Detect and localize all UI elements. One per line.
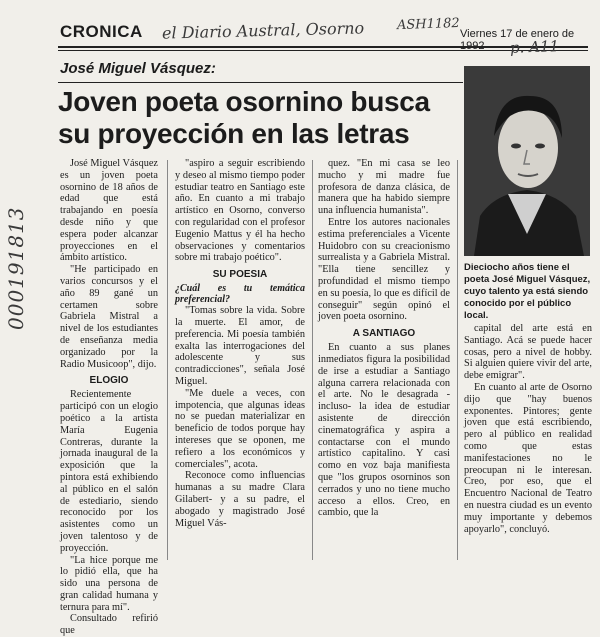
- paragraph: Entre los autores nacionales estima preferenciales a Vicente Huidobro con su creacionismo surrealista y a Gabriela Mistral. "Ella tiene sencillez y profundidad el mismo tiempo en su poesía, lo que es difícil de conseguir" según opinó el joven poeta osornino.: [318, 216, 450, 323]
- article-column-2: [175, 158, 305, 529]
- paragraph: Recientemente participó con un elogio poético a la artista María Eugenia Contreras, durante la jornada inaugural de la exposición que la pintora está exhibiendo al público en el salón de estediario, siendo reconocido por los asistentes como un joven talentoso y de proyección.: [60, 389, 158, 554]
- paragraph: Consultado refirió que: [60, 613, 158, 637]
- subheading-su-poesia: SU POESIA: [212, 269, 268, 281]
- paragraph: "Tomas sobre la vida. Sobre la muerte. El amor, de preferencia. Mi poesía también exalta las interrogaciones del adolescente y sus contradicciones", señala José Miguel.: [175, 305, 305, 387]
- paragraph: quez. "En mi casa se leo mucho y mi madre fue profesora de danza clásica, de manera que ha habido siempre una influencia humanista".: [318, 158, 450, 217]
- paragraph: José Miguel Vásquez es un joven poeta osornino de 18 años de edad que está trabajando en poesía desde niño y que espera poder alcanzar proyecciones en el ámbito artístico.: [60, 158, 158, 264]
- section-title: CRONICA: [60, 22, 143, 41]
- subheading-a-santiago: A SANTIAGO: [352, 328, 416, 340]
- subheading-elogio: ELOGIO: [89, 375, 129, 387]
- byline-rule: [58, 82, 463, 83]
- issue-date: Viernes 17 de enero de: [460, 28, 575, 40]
- column-divider: [457, 160, 458, 560]
- article-column-3: [318, 158, 450, 519]
- paragraph: "aspiro a seguir escribiendo y deseo al mismo tiempo poder estudiar teatro en Santiago este año. En cuanto a mi trabajo artístico en Osorno, converso con regularidad con el profesor Eugenio Mattus y él ha hecho observaciones y comentarios sobre mi trabajo poético".: [175, 158, 305, 264]
- paragraph: Reconoce como influencias humanas a su madre Clara Gilabert- y a su padre, el abogado y magistrado José Miguel Vás-: [175, 470, 305, 529]
- handwritten-page-number: p. A11: [509, 37, 560, 57]
- column-divider: [312, 160, 313, 560]
- paragraph: "La hice porque me lo pidió ella, que ha sido una persona de gran calidad humana y ternura para mí".: [60, 554, 158, 613]
- handwritten-archive-code: ASH1182: [396, 15, 460, 34]
- article-column-1: [60, 158, 158, 637]
- header-rule: [58, 46, 588, 48]
- article-headline: Joven poeta osornino busca su proyección en las letras: [58, 86, 430, 149]
- handwritten-source-note: el Diario Austral, Osorno: [161, 18, 365, 43]
- header-rule-thin: [58, 50, 588, 51]
- paragraph: En cuanto a sus planes inmediatos figura la posibilidad de irse a estudiar a Santiago alguna carrera relacionada con el arte. No le desagrada -incluso- la idea de estudiar asistente de dirección cinematográfica y aspira a contactarse con el mundo artístico capitalino. Y casi como en voz baja manifiesta que "los grupos osorninos son cerrados y uno no tiene mucho acceso a ellos. Creo, en cambio, que la: [318, 342, 450, 519]
- paragraph: "He participado en varios concursos y el año 89 gané un certamen sobre Gabriela Mistral a nivel de los estudiantes de enseñanza media organizado por la Radio Musicoop", dijo.: [60, 264, 158, 370]
- portrait-image: [464, 66, 590, 256]
- article-column-4: [464, 323, 592, 535]
- handwritten-side-number: 000191813: [4, 206, 28, 330]
- column-divider: [167, 160, 168, 560]
- paragraph: En cuanto al arte de Osorno dijo que "hay buenos exponentes. Pintores; gente joven que está escribiendo, pero al público en realidad como que estas manifestaciones no le preocupan ni le interesan. Creo, por eso, que el Encuentro Nacional de Teatro en nuestra ciudad es un evento muy importante y debemos apoyarlo", concluyó.: [464, 381, 592, 535]
- paragraph: "Me duele a veces, con impotencia, que algunas ideas no se puedan materializar en beneficio de todos porque hay intereses que se oponen, me refiero a los económicos y comerciales", acota.: [175, 387, 305, 470]
- paragraph: capital del arte está en Santiago. Acá se puede hacer cosas, pero a nivel de hobby. Si alguien quiere vivir del arte, debe emigrar".: [464, 323, 592, 382]
- interview-question: ¿Cuál es tu temática preferencial?: [175, 283, 305, 306]
- article-byline: José Miguel Vásquez:: [60, 60, 216, 77]
- poet-portrait-photo: [464, 66, 590, 256]
- photo-caption: Dieciocho años tiene el poeta José Miguel Vásquez, cuyo talento ya está siendo conocido por el público local.: [464, 262, 591, 321]
